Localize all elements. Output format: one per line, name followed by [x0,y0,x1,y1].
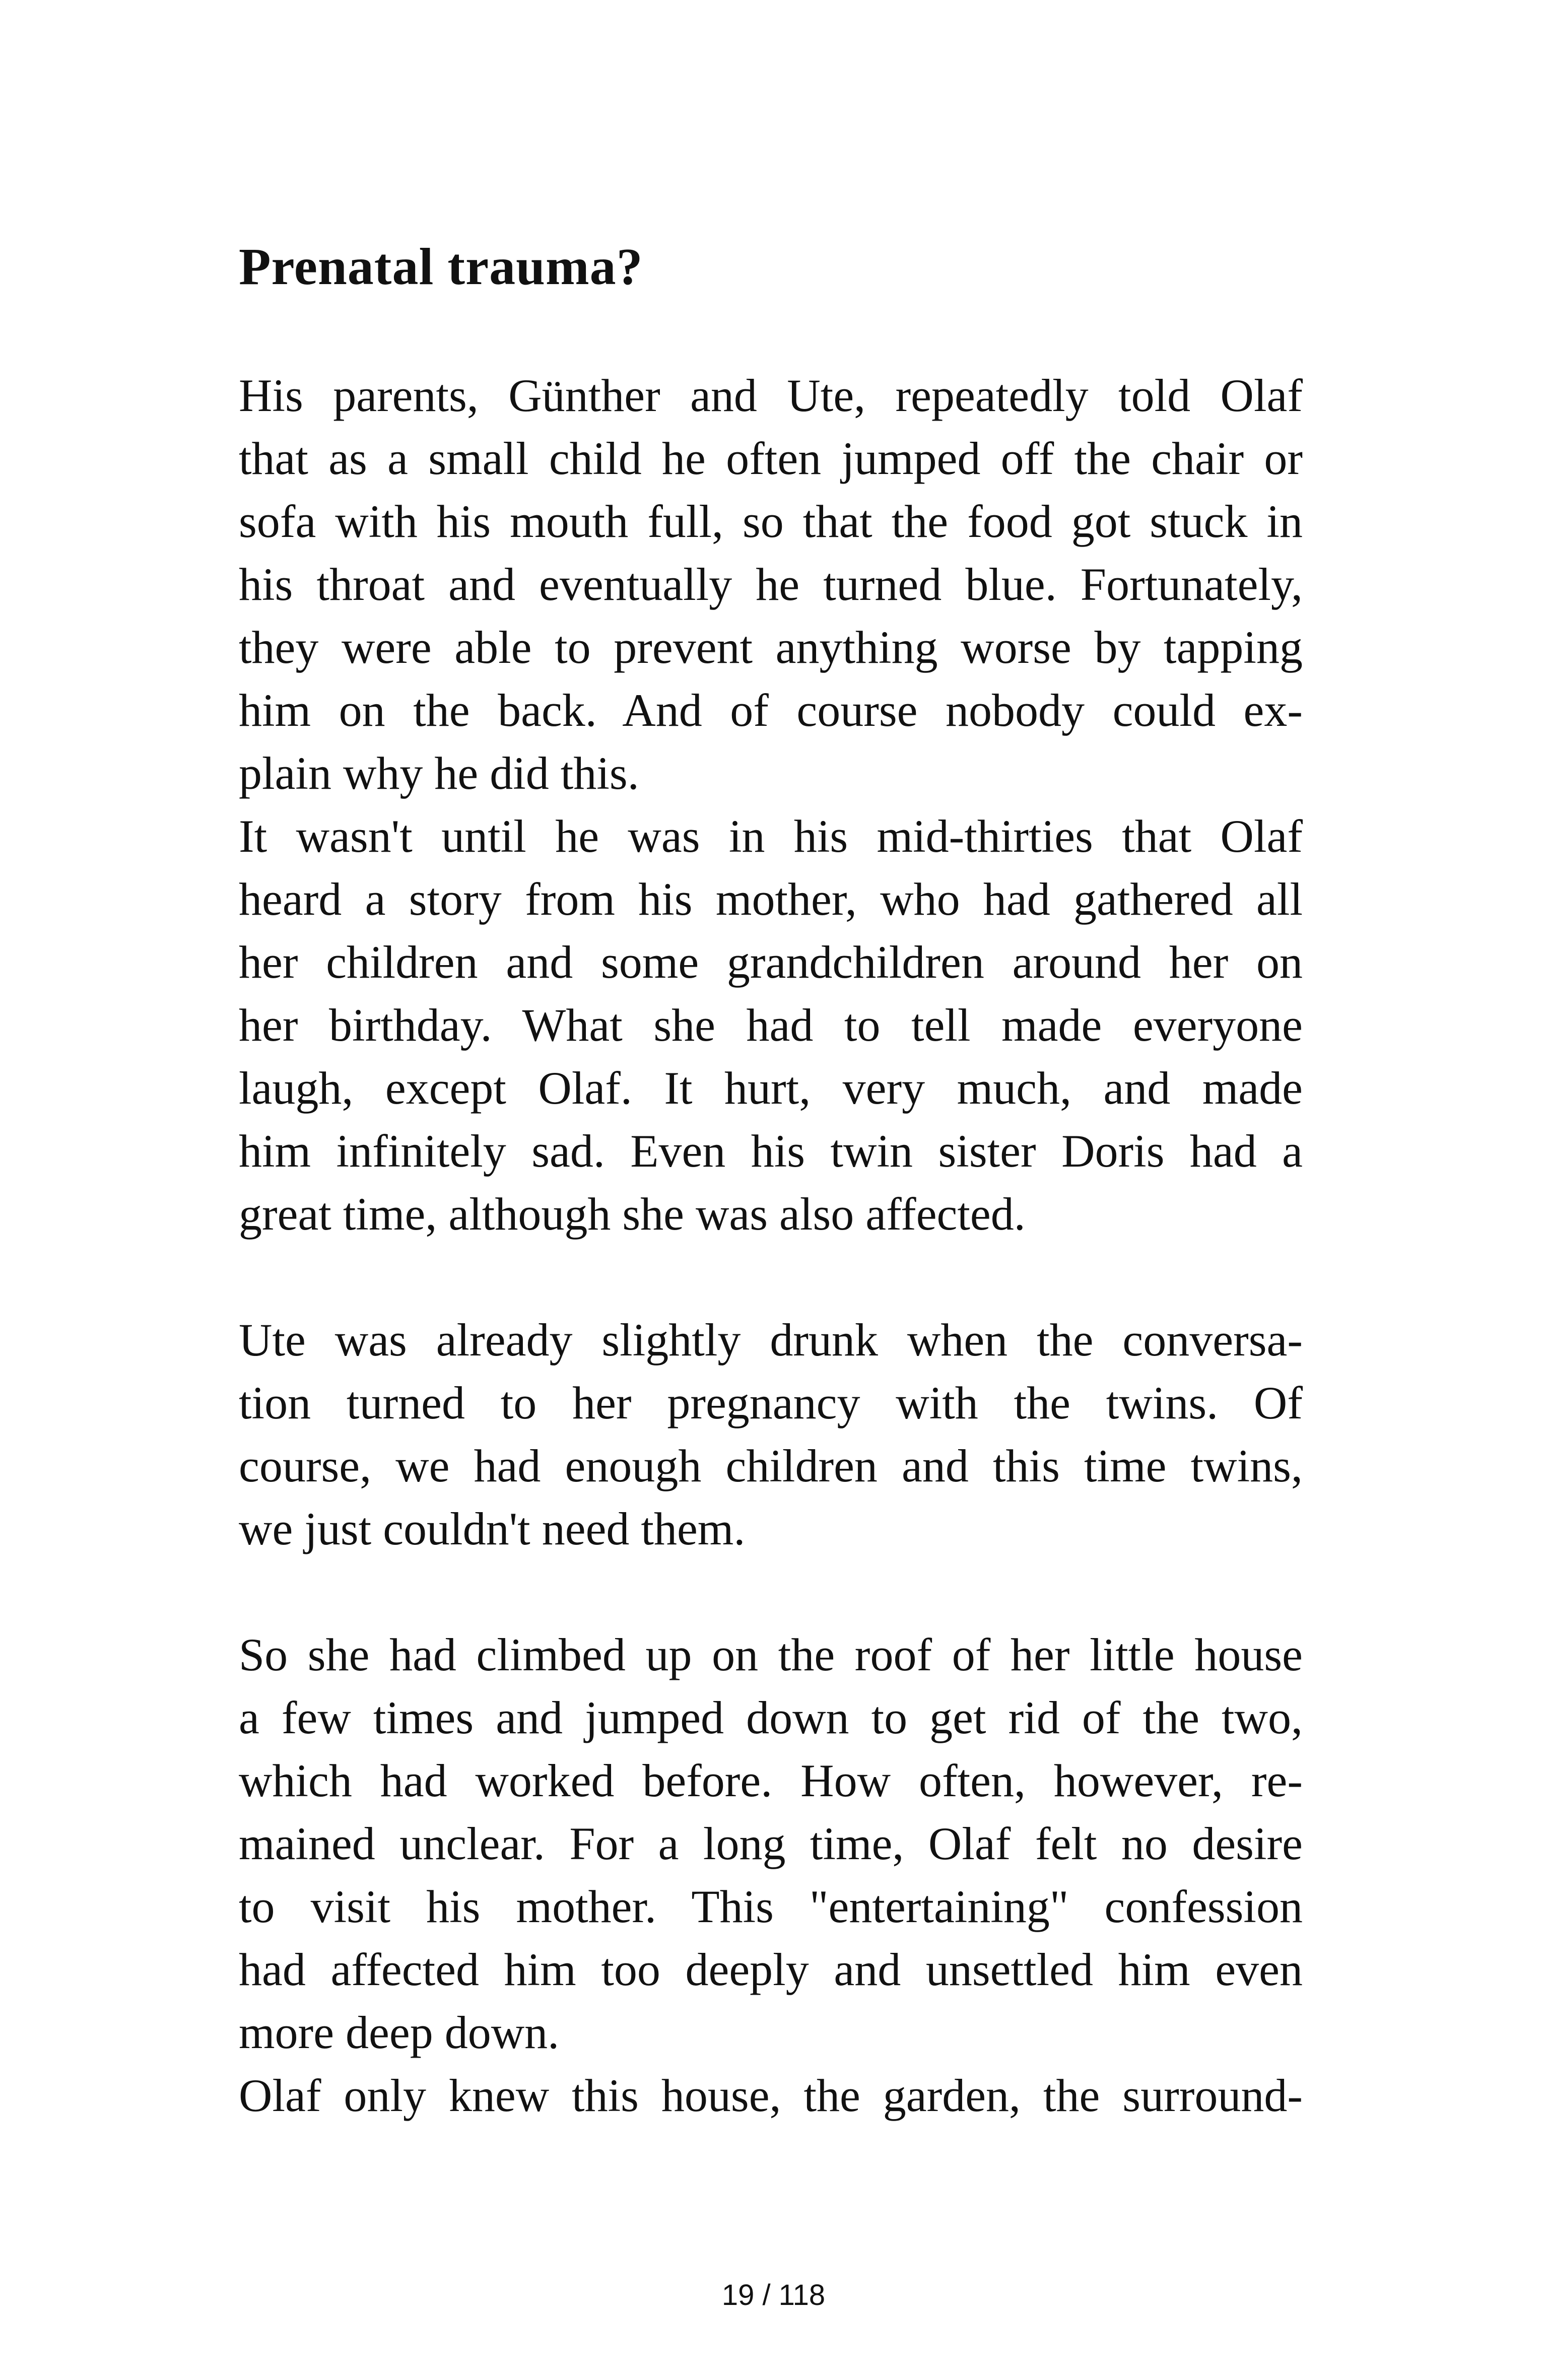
text-line: they were able to prevent anything worse by tapping [239,622,1303,673]
text-line: tion turned to her pregnancy with the twins. Of [239,1377,1303,1429]
text-line: Ute was already slightly drunk when the conversa- [239,1314,1303,1366]
text-line: him infinitely sad. Even his twin sister Doris had a [239,1125,1303,1177]
text-line: great time, although she was also affected. [239,1188,1026,1240]
text-line: that as a small child he often jumped off the chair or [239,433,1303,484]
text-line: course, we had enough children and this time twins, [239,1440,1303,1491]
text-line: mained unclear. For a long time, Olaf felt no desire [239,1818,1303,1869]
chapter-title: Prenatal trauma? [239,238,643,296]
text-line: her birthday. What she had to tell made everyone [239,999,1303,1051]
text-line: plain why he did this. [239,747,639,799]
text-line: had affected him too deeply and unsettled him even [239,1944,1303,1995]
text-line: Olaf only knew this house, the garden, the surround- [239,2070,1303,2121]
text-line: laugh, except Olaf. It hurt, very much, and made [239,1062,1303,1114]
page-number: 19 / 118 [721,2279,826,2311]
text-line: It wasn't until he was in his mid-thirties that Olaf [239,810,1303,862]
text-line: him on the back. And of course nobody could ex- [239,685,1303,736]
text-line: which had worked before. How often, however, re- [239,1755,1303,1806]
text-line: we just couldn't need them. [239,1503,746,1554]
body-text [239,364,1303,2127]
text-line: sofa with his mouth full, so that the food got stuck in [239,496,1303,547]
paragraph-break [239,1560,1303,1623]
text-line: her children and some grandchildren around her on [239,936,1303,988]
text-line: His parents, Günther and Ute, repeatedly told Olaf [239,370,1303,421]
text-line: to visit his mother. This "entertaining" confession [239,1881,1303,1932]
text-line: his throat and eventually he turned blue. Fortunately, [239,559,1303,610]
paragraph-break [239,1246,1303,1309]
text-line: a few times and jumped down to get rid of the two, [239,1692,1303,1743]
text-line: So she had climbed up on the roof of her little house [239,1629,1303,1680]
text-line: heard a story from his mother, who had gathered all [239,873,1303,925]
text-line: more deep down. [239,2007,560,2058]
